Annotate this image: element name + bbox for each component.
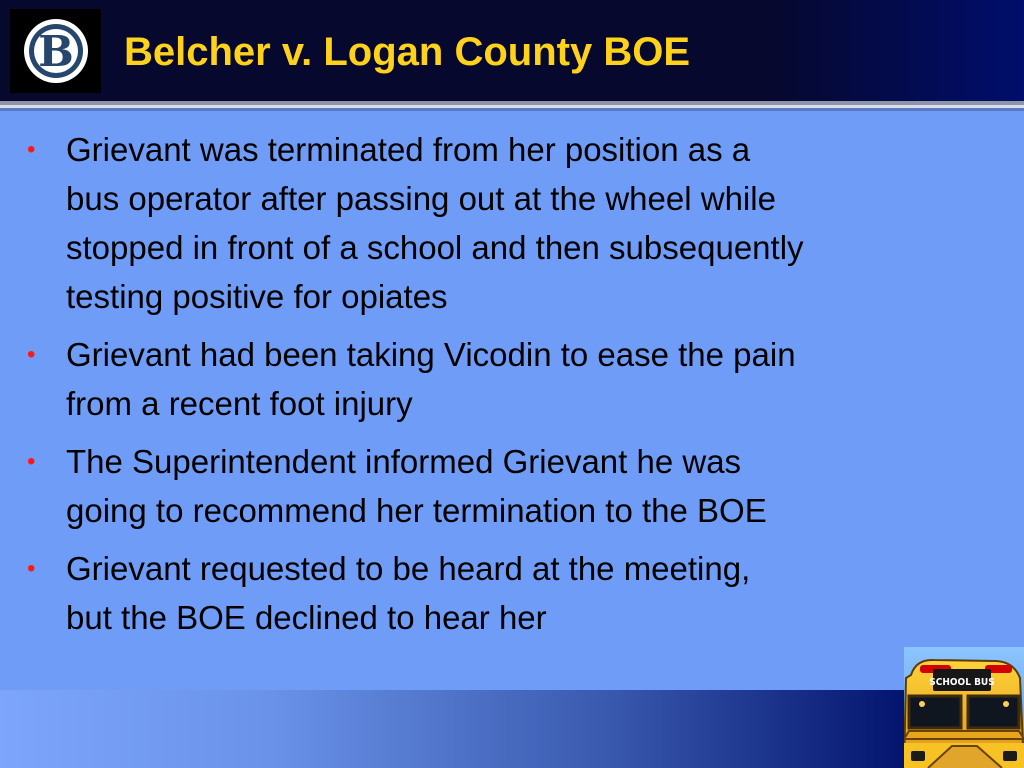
- school-bus-photo: [904, 647, 1024, 768]
- bullet-text-line: testing positive for opiates: [66, 278, 448, 315]
- bullet-text-line: Grievant was terminated from her position as a: [66, 131, 751, 168]
- bullet-text-line: Grievant had been taking Vicodin to ease the pain: [66, 336, 796, 373]
- school-bus-icon: [904, 647, 1024, 768]
- bullet-text-line: stopped in front of a school and then subsequently: [66, 229, 804, 266]
- bullet-text-line: bus operator after passing out at the wheel while: [66, 180, 776, 217]
- footer-gradient-band: [0, 690, 904, 768]
- slide-header: [0, 0, 1024, 101]
- bullet-text-line: Grievant requested to be heard at the meeting,: [66, 550, 751, 587]
- bullet-dot: •: [27, 555, 36, 582]
- bullet-text-line: going to recommend her termination to the BOE: [66, 492, 767, 529]
- header-divider-blue: [0, 108, 1024, 111]
- bullet-dot: •: [27, 448, 36, 475]
- bullet-text-line: but the BOE declined to hear her: [66, 599, 547, 636]
- bullet-item: [27, 437, 997, 535]
- bullet-list: [27, 125, 997, 651]
- bullet-item: [27, 544, 997, 642]
- logo-badge: [10, 9, 101, 93]
- b-logo-icon: [20, 16, 92, 86]
- bullet-text-line: The Superintendent informed Grievant he was: [66, 443, 742, 480]
- bullet-item: [27, 330, 997, 428]
- slide-title: Belcher v. Logan County BOE: [124, 30, 690, 74]
- logo-letter: B: [38, 27, 74, 76]
- bullet-item: [27, 125, 997, 321]
- bullet-dot: •: [27, 136, 36, 163]
- bullet-dot: •: [27, 341, 36, 368]
- school-bus-sign-text: SCHOOL BUS: [929, 677, 995, 688]
- bullet-text-line: from a recent foot injury: [66, 385, 413, 422]
